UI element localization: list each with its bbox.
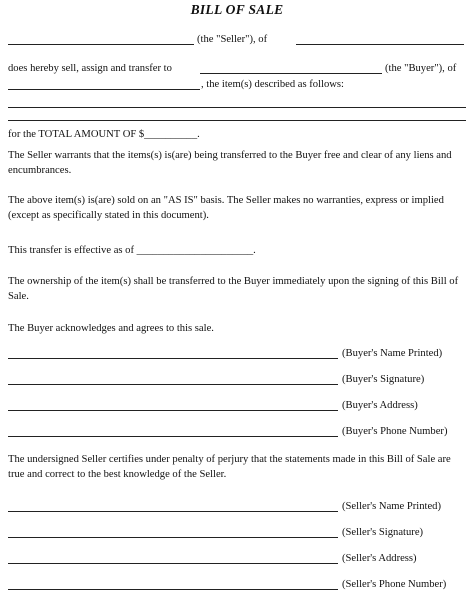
items-phrase: , the item(s) described as follows: xyxy=(201,79,344,90)
seller-phone-line[interactable] xyxy=(8,589,338,590)
buyer-location-blank[interactable] xyxy=(8,89,200,90)
buyer-address-label: (Buyer's Address) xyxy=(342,400,418,411)
seller-address-label: (Seller's Address) xyxy=(342,553,417,564)
seller-name-printed-label: (Seller's Name Printed) xyxy=(342,501,441,512)
description-line[interactable] xyxy=(8,107,466,108)
ownership-paragraph: The ownership of the item(s) shall be transferred to the Buyer immediately upon the signing of this Bill of Sale. xyxy=(8,276,459,302)
buyer-phone-line[interactable] xyxy=(8,436,338,437)
seller-intro-text: (the "Seller"), of xyxy=(197,34,268,45)
transfer-phrase: does hereby sell, assign and transfer to xyxy=(8,63,172,74)
buyer-signature-label: (Buyer's Signature) xyxy=(342,374,425,385)
seller-signature-line[interactable] xyxy=(8,537,338,538)
certify-paragraph: The undersigned Seller certifies under penalty of perjury that the statements made in this Bill of Sale are true and correct to the best knowledge of the Seller. xyxy=(8,454,451,480)
acknowledge-text: The Buyer acknowledges and agrees to this sale. xyxy=(8,323,214,334)
buyer-signature-line[interactable] xyxy=(8,384,338,385)
seller-signature-label: (Seller's Signature) xyxy=(342,527,424,538)
buyer-name-blank[interactable] xyxy=(200,73,382,74)
buyer-phone-label: (Buyer's Phone Number) xyxy=(342,426,448,437)
document-title: BILL OF SALE xyxy=(190,2,284,17)
seller-name-printed-line[interactable] xyxy=(8,511,338,512)
seller-address-line[interactable] xyxy=(8,563,338,564)
seller-phone-label: (Seller's Phone Number) xyxy=(342,579,447,590)
effective-date-text: This transfer is effective as of ______________________. xyxy=(8,245,256,256)
seller-location-blank[interactable] xyxy=(296,44,464,45)
total-amount-text: for the TOTAL AMOUNT OF $__________. xyxy=(8,129,200,140)
buyer-name-printed-line[interactable] xyxy=(8,358,338,359)
description-line[interactable] xyxy=(8,120,466,121)
warranty-paragraph: The Seller warrants that the items(s) is(are) being transferred to the Buyer free and clear of any liens and encumbrances. xyxy=(8,150,452,176)
seller-name-blank[interactable] xyxy=(8,44,194,45)
buyer-name-printed-label: (Buyer's Name Printed) xyxy=(342,348,443,359)
buyer-label: (the "Buyer"), of xyxy=(385,63,457,74)
buyer-address-line[interactable] xyxy=(8,410,338,411)
as-is-paragraph: The above item(s) is(are) sold on an "AS IS" basis. The Seller makes no warranties, express or implied (except as specifically stated in this document). xyxy=(8,195,444,221)
